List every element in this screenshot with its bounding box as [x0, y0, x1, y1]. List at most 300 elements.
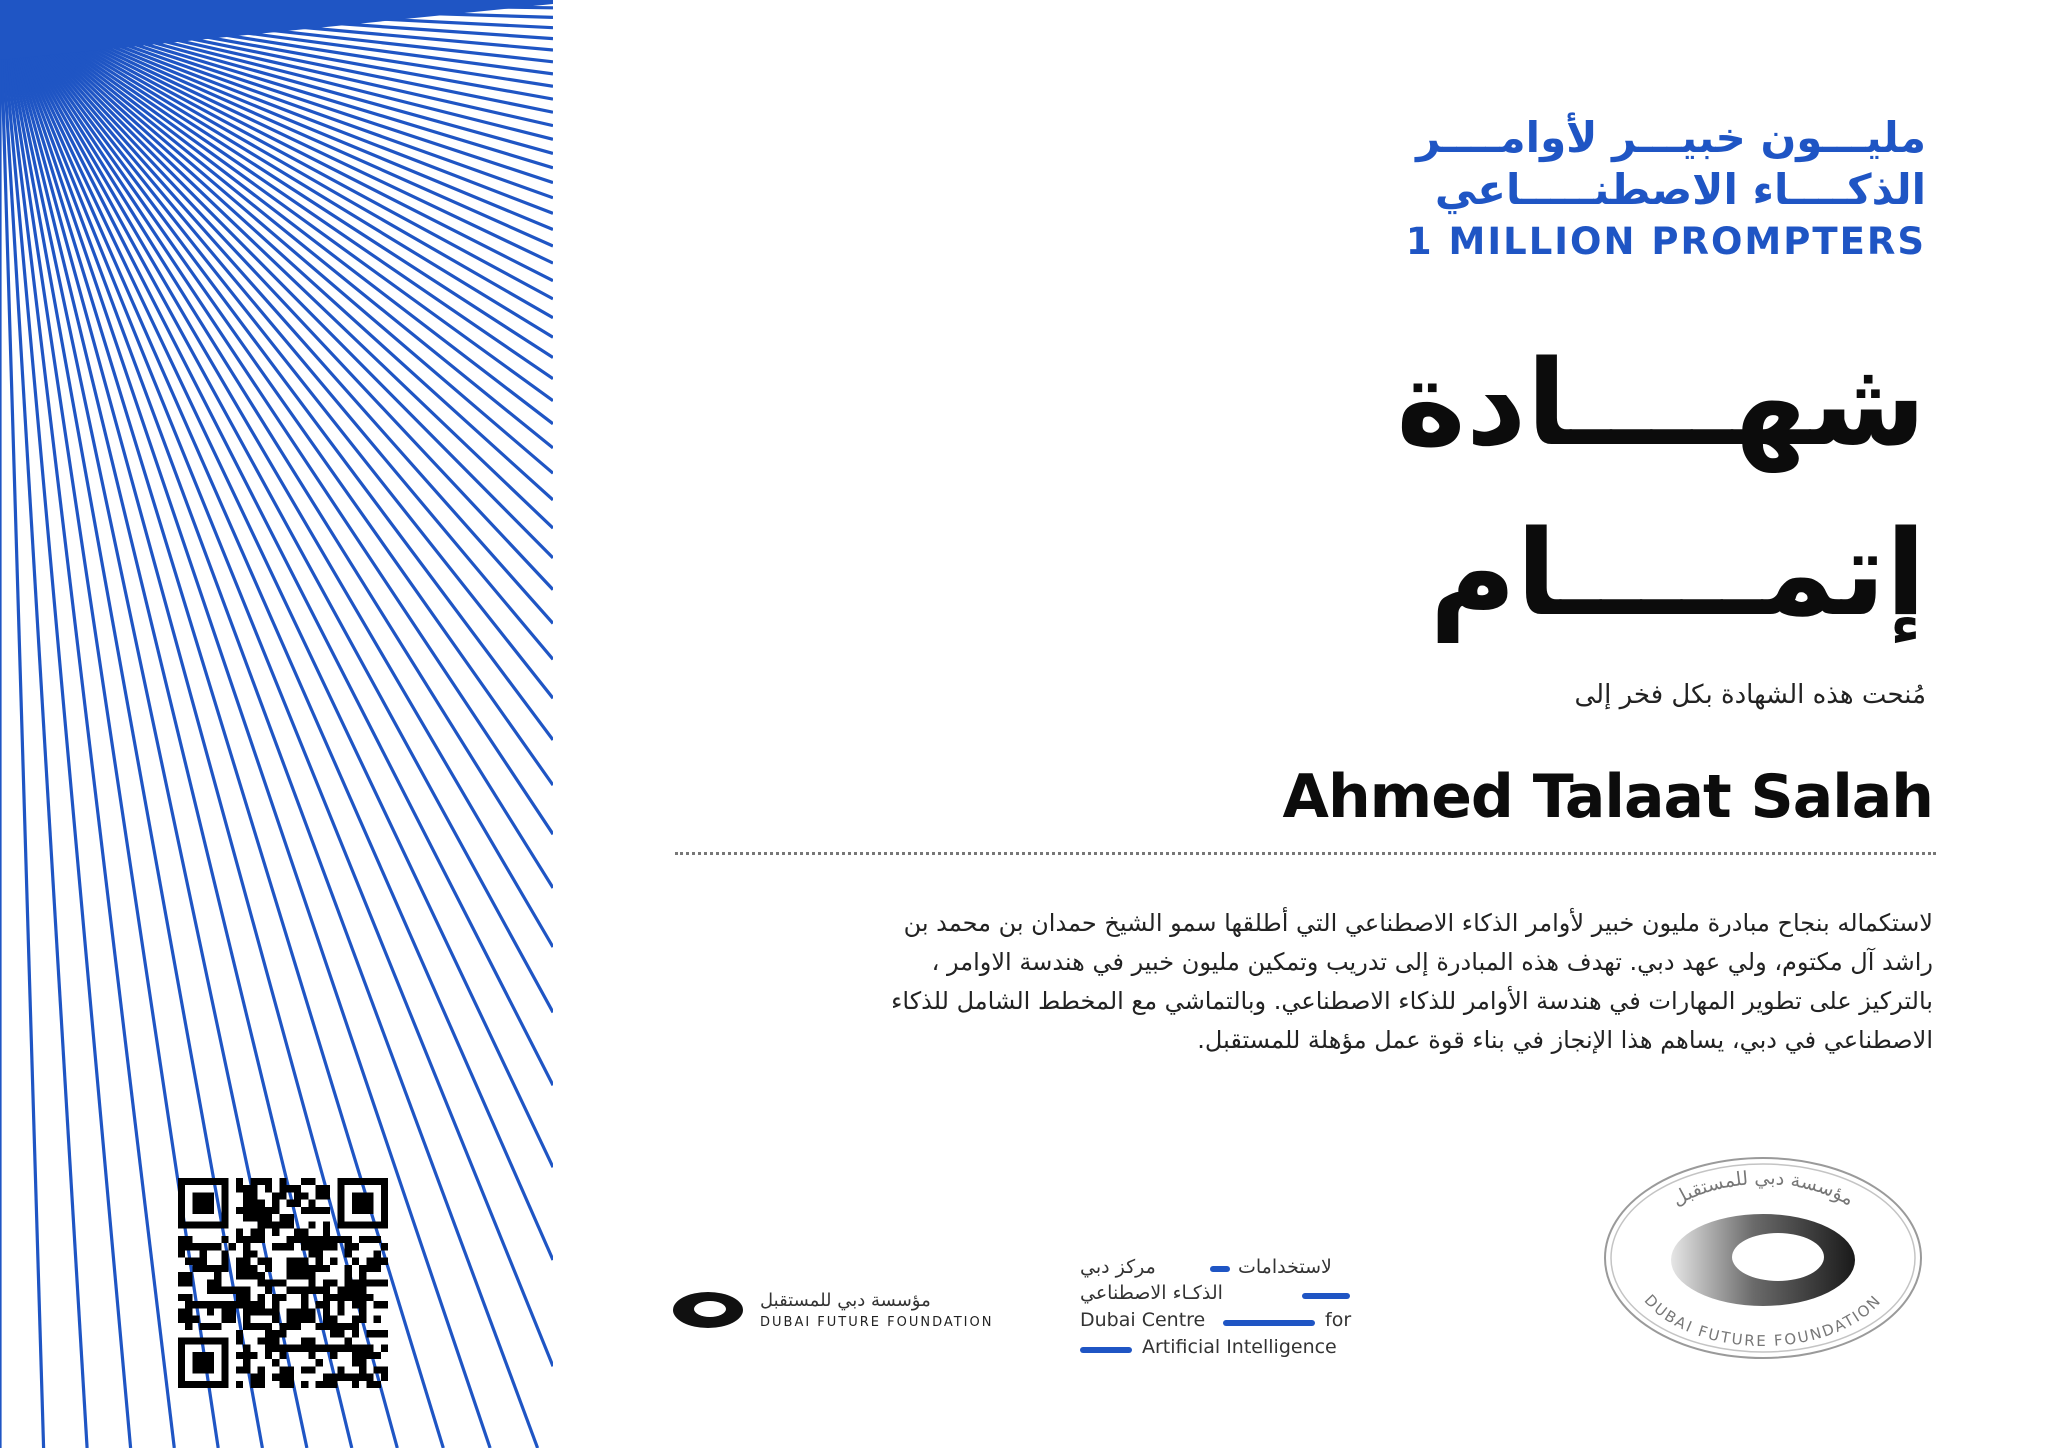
- certificate-title: [1396, 318, 1926, 658]
- qr-finder: [178, 1337, 185, 1388]
- qr-module: [250, 1308, 257, 1315]
- qr-module: [366, 1330, 373, 1337]
- qr-module: [366, 1265, 373, 1272]
- qr-module: [279, 1214, 286, 1221]
- qr-module: [192, 1316, 199, 1323]
- qr-module: [207, 1323, 214, 1330]
- qr-module: [243, 1316, 250, 1323]
- qr-module: [178, 1279, 185, 1286]
- qr-module: [301, 1178, 308, 1185]
- dcai-line-ar1: مركز دبي: [1080, 1256, 1156, 1278]
- qr-module: [250, 1236, 257, 1243]
- qr-module: [287, 1272, 294, 1279]
- qr-module: [272, 1294, 279, 1301]
- qr-module: [279, 1178, 286, 1185]
- qr-module: [330, 1294, 337, 1301]
- qr-module: [345, 1337, 352, 1344]
- qr-module: [352, 1294, 359, 1301]
- qr-module: [374, 1352, 381, 1359]
- qr-module: [279, 1192, 286, 1199]
- qr-module: [374, 1236, 381, 1243]
- dcai-bar-3: [1223, 1320, 1315, 1326]
- qr-module: [337, 1374, 344, 1381]
- qr-module: [200, 1243, 207, 1250]
- qr-module: [316, 1185, 323, 1192]
- qr-module: [337, 1287, 344, 1294]
- qr-module: [323, 1265, 330, 1272]
- qr-module: [301, 1316, 308, 1323]
- qr-module: [258, 1258, 265, 1265]
- qr-module: [243, 1185, 250, 1192]
- qr-module: [236, 1352, 243, 1359]
- qr-module: [352, 1330, 359, 1337]
- qr-module: [265, 1207, 272, 1214]
- qr-module: [294, 1192, 301, 1199]
- qr-module: [316, 1250, 323, 1257]
- qr-module: [265, 1323, 272, 1330]
- qr-module: [243, 1287, 250, 1294]
- qr-module: [308, 1366, 315, 1373]
- qr-module: [330, 1236, 337, 1243]
- qr-module: [178, 1236, 185, 1243]
- qr-module: [381, 1374, 388, 1381]
- qr-module: [265, 1258, 272, 1265]
- qr-module: [374, 1301, 381, 1308]
- qr-module: [214, 1272, 221, 1279]
- qr-module: [250, 1272, 257, 1279]
- qr-module: [352, 1345, 359, 1352]
- qr-module: [294, 1308, 301, 1315]
- qr-module: [221, 1250, 228, 1257]
- program-title-en: 1 MILLION PROMPTERS: [1405, 220, 1926, 263]
- dcai-logo: [1080, 1256, 1350, 1366]
- qr-module: [207, 1279, 214, 1286]
- qr-module: [236, 1272, 243, 1279]
- qr-module: [236, 1178, 243, 1185]
- qr-module: [258, 1178, 265, 1185]
- qr-module: [301, 1192, 308, 1199]
- qr-module: [272, 1200, 279, 1207]
- qr-module: [366, 1236, 373, 1243]
- qr-module: [250, 1323, 257, 1330]
- qr-finder: [337, 1178, 388, 1185]
- qr-module: [243, 1308, 250, 1315]
- qr-module: [308, 1200, 315, 1207]
- qr-module: [316, 1207, 323, 1214]
- qr-module: [323, 1229, 330, 1236]
- recipient-name: Ahmed Talaat Salah: [1282, 762, 1933, 832]
- qr-module: [272, 1316, 279, 1323]
- qr-module: [265, 1308, 272, 1315]
- qr-module: [243, 1352, 250, 1359]
- qr-module: [243, 1294, 250, 1301]
- qr-module: [308, 1316, 315, 1323]
- qr-module: [316, 1323, 323, 1330]
- qr-module: [178, 1294, 185, 1301]
- qr-module: [236, 1287, 243, 1294]
- qr-finder: [178, 1221, 229, 1228]
- qr-finder: [178, 1178, 185, 1229]
- qr-module: [287, 1200, 294, 1207]
- qr-module: [323, 1207, 330, 1214]
- qr-module: [330, 1345, 337, 1352]
- qr-module: [366, 1345, 373, 1352]
- qr-module: [323, 1279, 330, 1286]
- qr-module: [359, 1374, 366, 1381]
- qr-module: [308, 1207, 315, 1214]
- qr-module: [374, 1366, 381, 1373]
- qr-module: [294, 1323, 301, 1330]
- qr-module: [185, 1279, 192, 1286]
- qr-module: [308, 1279, 315, 1286]
- qr-module: [250, 1207, 257, 1214]
- qr-module: [294, 1316, 301, 1323]
- qr-module: [294, 1345, 301, 1352]
- qr-module: [258, 1221, 265, 1228]
- qr-module: [308, 1337, 315, 1344]
- qr-module: [308, 1345, 315, 1352]
- qr-module: [345, 1250, 352, 1257]
- presented-to-label: مُنحت هذه الشهادة بكل فخر إلى: [1574, 680, 1926, 710]
- qr-module: [337, 1366, 344, 1373]
- qr-module: [359, 1359, 366, 1366]
- qr-module: [243, 1250, 250, 1257]
- qr-module: [243, 1207, 250, 1214]
- qr-module: [352, 1323, 359, 1330]
- qr-module: [279, 1374, 286, 1381]
- qr-module: [243, 1200, 250, 1207]
- qr-module: [265, 1279, 272, 1286]
- qr-module: [301, 1345, 308, 1352]
- qr-module: [243, 1366, 250, 1373]
- qr-module: [301, 1308, 308, 1315]
- qr-module: [352, 1279, 359, 1286]
- qr-module: [265, 1345, 272, 1352]
- qr-module: [301, 1258, 308, 1265]
- qr-module: [236, 1294, 243, 1301]
- ray-line: [0, 0, 553, 698]
- qr-module: [287, 1308, 294, 1315]
- qr-module: [316, 1236, 323, 1243]
- qr-module: [330, 1323, 337, 1330]
- qr-module: [236, 1258, 243, 1265]
- qr-module: [366, 1352, 373, 1359]
- qr-module: [287, 1236, 294, 1243]
- qr-module: [236, 1185, 243, 1192]
- qr-module: [258, 1236, 265, 1243]
- qr-module: [337, 1330, 344, 1337]
- qr-finder: [352, 1192, 374, 1214]
- qr-module: [178, 1250, 185, 1257]
- qr-module: [185, 1308, 192, 1315]
- qr-module: [381, 1366, 388, 1373]
- qr-finder: [381, 1178, 388, 1229]
- qr-module: [258, 1272, 265, 1279]
- qr-module: [337, 1301, 344, 1308]
- qr-module: [301, 1229, 308, 1236]
- certificate-title-line1: شهــــادة: [1396, 334, 1926, 472]
- qr-module: [258, 1323, 265, 1330]
- qr-module: [279, 1221, 286, 1228]
- qr-module: [345, 1287, 352, 1294]
- qr-module: [294, 1236, 301, 1243]
- qr-module: [287, 1265, 294, 1272]
- qr-module: [301, 1265, 308, 1272]
- qr-module: [301, 1243, 308, 1250]
- qr-module: [308, 1243, 315, 1250]
- qr-module: [308, 1287, 315, 1294]
- qr-module: [272, 1345, 279, 1352]
- qr-module: [258, 1294, 265, 1301]
- qr-module: [294, 1258, 301, 1265]
- qr-module: [236, 1330, 243, 1337]
- qr-module: [178, 1272, 185, 1279]
- dcai-line-ar2: الذكـاء الاصطناعي: [1080, 1282, 1223, 1304]
- qr-module: [214, 1323, 221, 1330]
- qr-module: [279, 1345, 286, 1352]
- dotted-divider: [675, 852, 1936, 855]
- qr-module: [323, 1236, 330, 1243]
- qr-module: [265, 1265, 272, 1272]
- qr-module: [366, 1374, 373, 1381]
- qr-module: [345, 1265, 352, 1272]
- qr-module: [265, 1214, 272, 1221]
- qr-module: [301, 1301, 308, 1308]
- qr-module: [366, 1381, 373, 1388]
- dcai-line-en1b: for: [1325, 1309, 1352, 1331]
- qr-module: [316, 1381, 323, 1388]
- qr-module: [279, 1352, 286, 1359]
- qr-finder: [221, 1337, 228, 1388]
- qr-module: [250, 1352, 257, 1359]
- qr-module: [323, 1345, 330, 1352]
- ray-line: [0, 0, 553, 834]
- qr-module: [287, 1381, 294, 1388]
- qr-module: [185, 1272, 192, 1279]
- qr-module: [374, 1265, 381, 1272]
- qr-module: [243, 1272, 250, 1279]
- qr-module: [366, 1258, 373, 1265]
- qr-module: [294, 1229, 301, 1236]
- qr-module: [287, 1214, 294, 1221]
- qr-module: [359, 1272, 366, 1279]
- qr-module: [352, 1316, 359, 1323]
- qr-module: [207, 1243, 214, 1250]
- qr-module: [287, 1316, 294, 1323]
- qr-module: [229, 1287, 236, 1294]
- qr-module: [279, 1294, 286, 1301]
- qr-module: [272, 1192, 279, 1199]
- qr-module: [345, 1323, 352, 1330]
- dcai-bar-4: [1080, 1347, 1132, 1353]
- qr-module: [287, 1185, 294, 1192]
- qr-finder: [337, 1221, 388, 1228]
- qr-module: [272, 1337, 279, 1344]
- qr-module: [301, 1337, 308, 1344]
- qr-module: [221, 1265, 228, 1272]
- qr-module: [221, 1301, 228, 1308]
- qr-module: [316, 1345, 323, 1352]
- qr-module: [258, 1214, 265, 1221]
- qr-module: [301, 1207, 308, 1214]
- qr-module: [316, 1265, 323, 1272]
- qr-module: [301, 1366, 308, 1373]
- qr-module: [345, 1272, 352, 1279]
- ray-line: [0, 0, 553, 590]
- qr-module: [272, 1207, 279, 1214]
- dcai-line-en2: Artificial Intelligence: [1142, 1336, 1337, 1358]
- qr-module: [236, 1301, 243, 1308]
- qr-module: [345, 1279, 352, 1286]
- qr-module: [200, 1323, 207, 1330]
- qr-module: [279, 1330, 286, 1337]
- qr-module: [200, 1301, 207, 1308]
- qr-module: [185, 1316, 192, 1323]
- qr-module: [359, 1287, 366, 1294]
- qr-module: [258, 1308, 265, 1315]
- qr-module: [185, 1323, 192, 1330]
- qr-module: [359, 1345, 366, 1352]
- qr-module: [207, 1287, 214, 1294]
- qr-module: [308, 1250, 315, 1257]
- qr-module: [330, 1279, 337, 1286]
- qr-module: [308, 1178, 315, 1185]
- qr-finder: [337, 1178, 344, 1229]
- qr-module: [345, 1294, 352, 1301]
- qr-module: [337, 1308, 344, 1315]
- qr-module: [287, 1243, 294, 1250]
- qr-module: [207, 1301, 214, 1308]
- qr-finder: [178, 1381, 229, 1388]
- qr-module: [192, 1265, 199, 1272]
- qr-module: [316, 1258, 323, 1265]
- qr-module: [287, 1323, 294, 1330]
- qr-module: [229, 1301, 236, 1308]
- qr-module: [366, 1294, 373, 1301]
- program-title-ar-line2: الذكــــاء الاصطنـــــاعي: [1434, 165, 1926, 214]
- dff-logo: [672, 1290, 993, 1330]
- qr-module: [243, 1236, 250, 1243]
- qr-module: [308, 1352, 315, 1359]
- qr-module: [185, 1301, 192, 1308]
- qr-finder: [192, 1352, 214, 1374]
- certificate-title-line2: إتمـــــام: [1429, 504, 1926, 642]
- qr-module: [250, 1374, 257, 1381]
- qr-module: [330, 1316, 337, 1323]
- qr-module: [272, 1359, 279, 1366]
- qr-module: [258, 1229, 265, 1236]
- qr-module: [352, 1301, 359, 1308]
- qr-module: [345, 1236, 352, 1243]
- qr-module: [279, 1381, 286, 1388]
- qr-module: [272, 1243, 279, 1250]
- qr-module: [236, 1265, 243, 1272]
- qr-module: [359, 1294, 366, 1301]
- qr-module: [308, 1265, 315, 1272]
- qr-module: [345, 1345, 352, 1352]
- qr-module: [236, 1207, 243, 1214]
- qr-module: [308, 1308, 315, 1315]
- qr-module: [323, 1243, 330, 1250]
- qr-module: [250, 1301, 257, 1308]
- qr-module: [381, 1330, 388, 1337]
- qr-module: [352, 1359, 359, 1366]
- qr-finder: [178, 1178, 229, 1185]
- qr-module: [323, 1301, 330, 1308]
- qr-module: [323, 1221, 330, 1228]
- dcai-bar-1: [1210, 1266, 1230, 1272]
- program-title: [1406, 112, 1926, 266]
- qr-module: [330, 1374, 337, 1381]
- ray-line: [0, 0, 553, 623]
- qr-module: [352, 1287, 359, 1294]
- dcai-line-ar1b: لاستخدامات: [1238, 1256, 1332, 1278]
- qr-module: [243, 1323, 250, 1330]
- qr-module: [337, 1236, 344, 1243]
- qr-module: [352, 1374, 359, 1381]
- qr-module: [229, 1308, 236, 1315]
- qr-module: [359, 1352, 366, 1359]
- ray-line: [0, 0, 553, 1012]
- qr-module: [185, 1236, 192, 1243]
- dcai-bar-2: [1302, 1293, 1350, 1299]
- qr-finder: [178, 1337, 229, 1344]
- qr-module: [185, 1243, 192, 1250]
- qr-module: [214, 1265, 221, 1272]
- qr-module: [200, 1265, 207, 1272]
- qr-module: [337, 1323, 344, 1330]
- dff-name-ar: مؤسسة دبي للمستقبل: [760, 1290, 931, 1311]
- qr-code[interactable]: [178, 1178, 388, 1388]
- qr-module: [258, 1381, 265, 1388]
- qr-module: [287, 1287, 294, 1294]
- qr-module: [287, 1258, 294, 1265]
- qr-module: [323, 1316, 330, 1323]
- qr-module: [200, 1258, 207, 1265]
- program-title-ar-line1: مليـــون خبيـــر لأوامــــر: [1416, 113, 1926, 162]
- qr-module: [323, 1287, 330, 1294]
- qr-module: [221, 1236, 228, 1243]
- dff-name-en: DUBAI FUTURE FOUNDATION: [760, 1315, 994, 1330]
- qr-module: [345, 1374, 352, 1381]
- qr-module: [323, 1308, 330, 1315]
- qr-module: [381, 1279, 388, 1286]
- qr-module: [279, 1243, 286, 1250]
- qr-module: [374, 1250, 381, 1257]
- qr-module: [294, 1287, 301, 1294]
- qr-module: [323, 1294, 330, 1301]
- qr-module: [250, 1185, 257, 1192]
- qr-module: [236, 1366, 243, 1373]
- qr-module: [258, 1337, 265, 1344]
- qr-module: [272, 1308, 279, 1315]
- qr-module: [221, 1258, 228, 1265]
- qr-module: [243, 1192, 250, 1199]
- qr-module: [381, 1345, 388, 1352]
- qr-finder: [221, 1178, 228, 1229]
- qr-module: [178, 1316, 185, 1323]
- qr-module: [250, 1192, 257, 1199]
- qr-module: [330, 1330, 337, 1337]
- qr-module: [265, 1221, 272, 1228]
- qr-module: [337, 1294, 344, 1301]
- qr-module: [337, 1345, 344, 1352]
- ray-line: [0, 0, 553, 1167]
- qr-module: [294, 1265, 301, 1272]
- qr-module: [301, 1272, 308, 1279]
- qr-module: [236, 1337, 243, 1344]
- dcai-line-en1a: Dubai Centre: [1080, 1309, 1206, 1331]
